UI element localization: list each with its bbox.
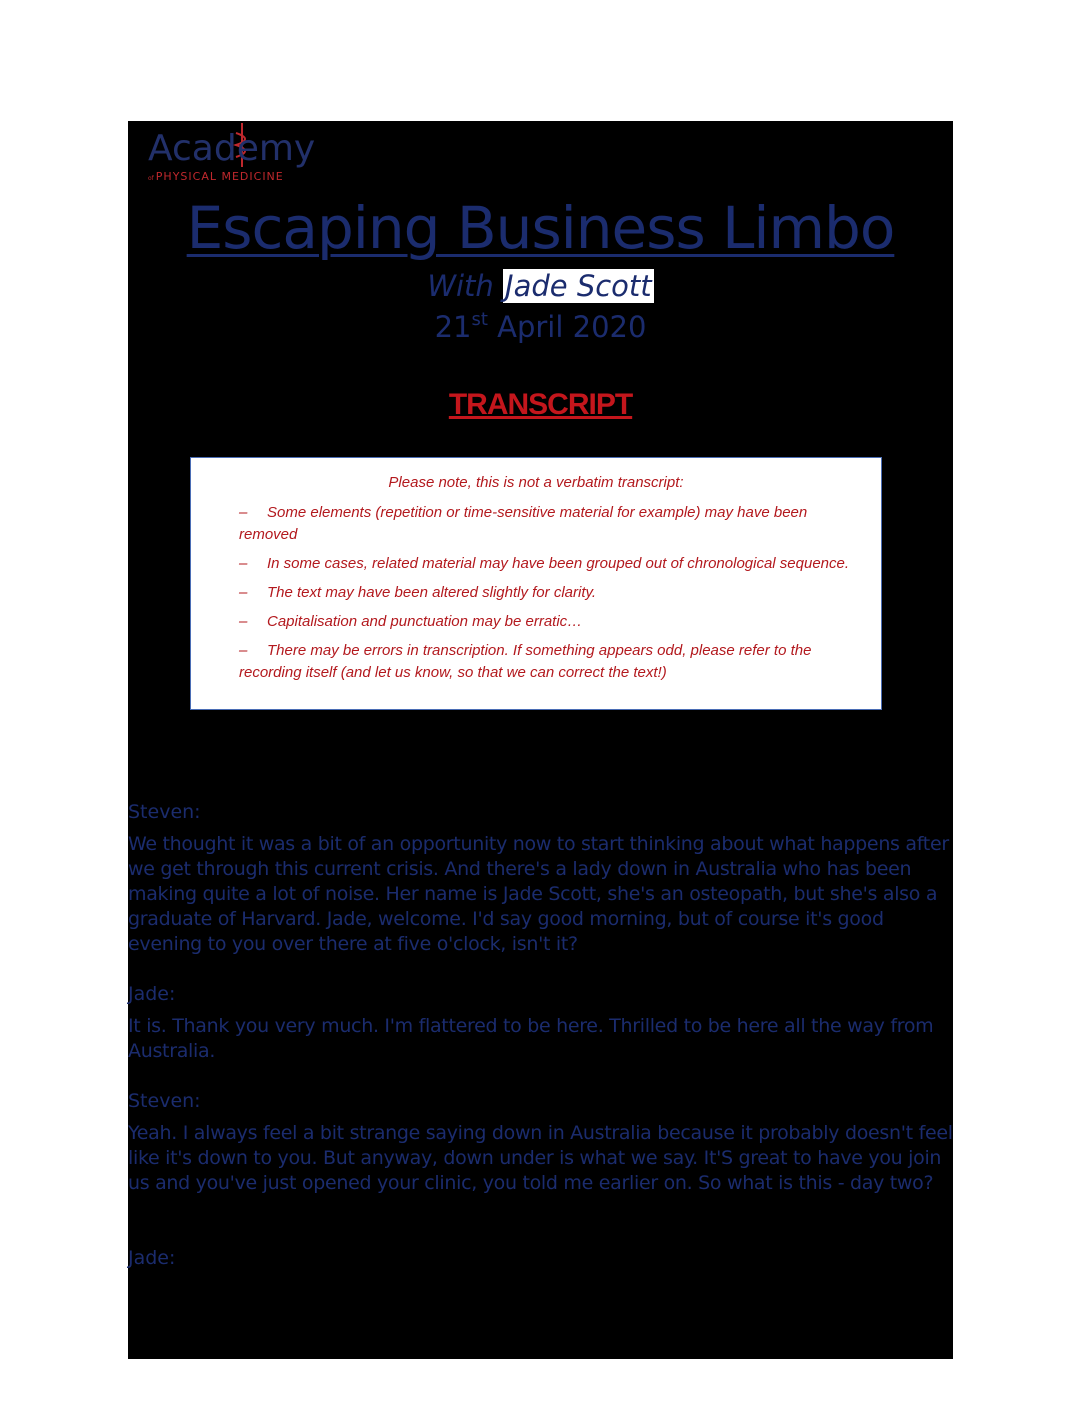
speaker-label: Steven: — [128, 801, 201, 823]
disclaimer-list — [239, 502, 869, 691]
with-label: With — [427, 269, 494, 303]
dash-bullet: – — [239, 555, 248, 572]
guest-line — [128, 267, 953, 305]
dash-bullet: – — [239, 613, 248, 630]
disclaimer-item — [239, 640, 869, 684]
date-day: 21 — [434, 310, 472, 344]
disclaimer-item-text: Some elements (repetition or time-sensitive material for example) may have been removed — [239, 504, 808, 543]
document-page — [128, 121, 953, 1359]
dialogue-paragraph: We thought it was a bit of an opportunity now to start thinking about what happens after we get through this current crisis. And there's a lady down in Australia who has been making quite a lot of noise. Her name is Jade Scott, she's an osteopath, but she's also a graduate of Harvard. Jade, welcome. I'd say good morning, but of course it's good evening to you over there at five o'clock, isn't it? — [128, 833, 949, 955]
dash-bullet: – — [239, 642, 248, 659]
logo-of: of — [148, 175, 154, 182]
logo-subtitle — [148, 170, 284, 183]
document-title: Escaping Business Limbo — [186, 194, 895, 262]
dash-bullet: – — [239, 504, 248, 521]
speaker-label: Jade: — [128, 983, 176, 1005]
speaker-label: Steven: — [128, 1090, 201, 1112]
logo-subtitle-text: PHYSICAL MEDICINE — [155, 170, 284, 183]
logo-wordmark: Academy — [148, 128, 316, 169]
event-date — [128, 307, 953, 347]
transcript-heading: TRANSCRIPT — [448, 388, 633, 421]
disclaimer-item — [239, 553, 869, 575]
disclaimer-item-text: There may be errors in transcription. If something appears odd, please refer to the recording itself (and let us know, so that we can correct the text!) — [239, 642, 812, 681]
disclaimer-item-text: In some cases, related material may have been grouped out of chronological sequence. — [267, 555, 850, 572]
disclaimer-item — [239, 582, 869, 604]
disclaimer-item — [239, 502, 869, 546]
date-suffix: st — [471, 309, 488, 330]
speaker-label: Jade: — [128, 1247, 176, 1269]
disclaimer-box — [190, 457, 882, 710]
academy-logo — [148, 127, 348, 187]
disclaimer-heading: Please note, this is not a verbatim transcript: — [388, 474, 684, 491]
dialogue-paragraph: It is. Thank you very much. I'm flattered to be here. Thrilled to be here all the way from Australia. — [128, 1015, 934, 1062]
guest-name: Jade Scott — [505, 269, 652, 303]
dialogue-paragraph: Yeah. I always feel a bit strange saying down in Australia because it probably doesn't feel like it's down to you. But anyway, down under is what we say. It'S great to have you join us and you've just opened your clinic, you told me earlier on. So what is this - day two? — [128, 1122, 953, 1194]
dash-bullet: – — [239, 584, 248, 601]
disclaimer-item-text: Capitalisation and punctuation may be erratic… — [267, 613, 583, 630]
disclaimer-item-text: The text may have been altered slightly for clarity. — [267, 584, 597, 601]
disclaimer-item — [239, 611, 869, 633]
date-rest: April 2020 — [497, 310, 647, 344]
